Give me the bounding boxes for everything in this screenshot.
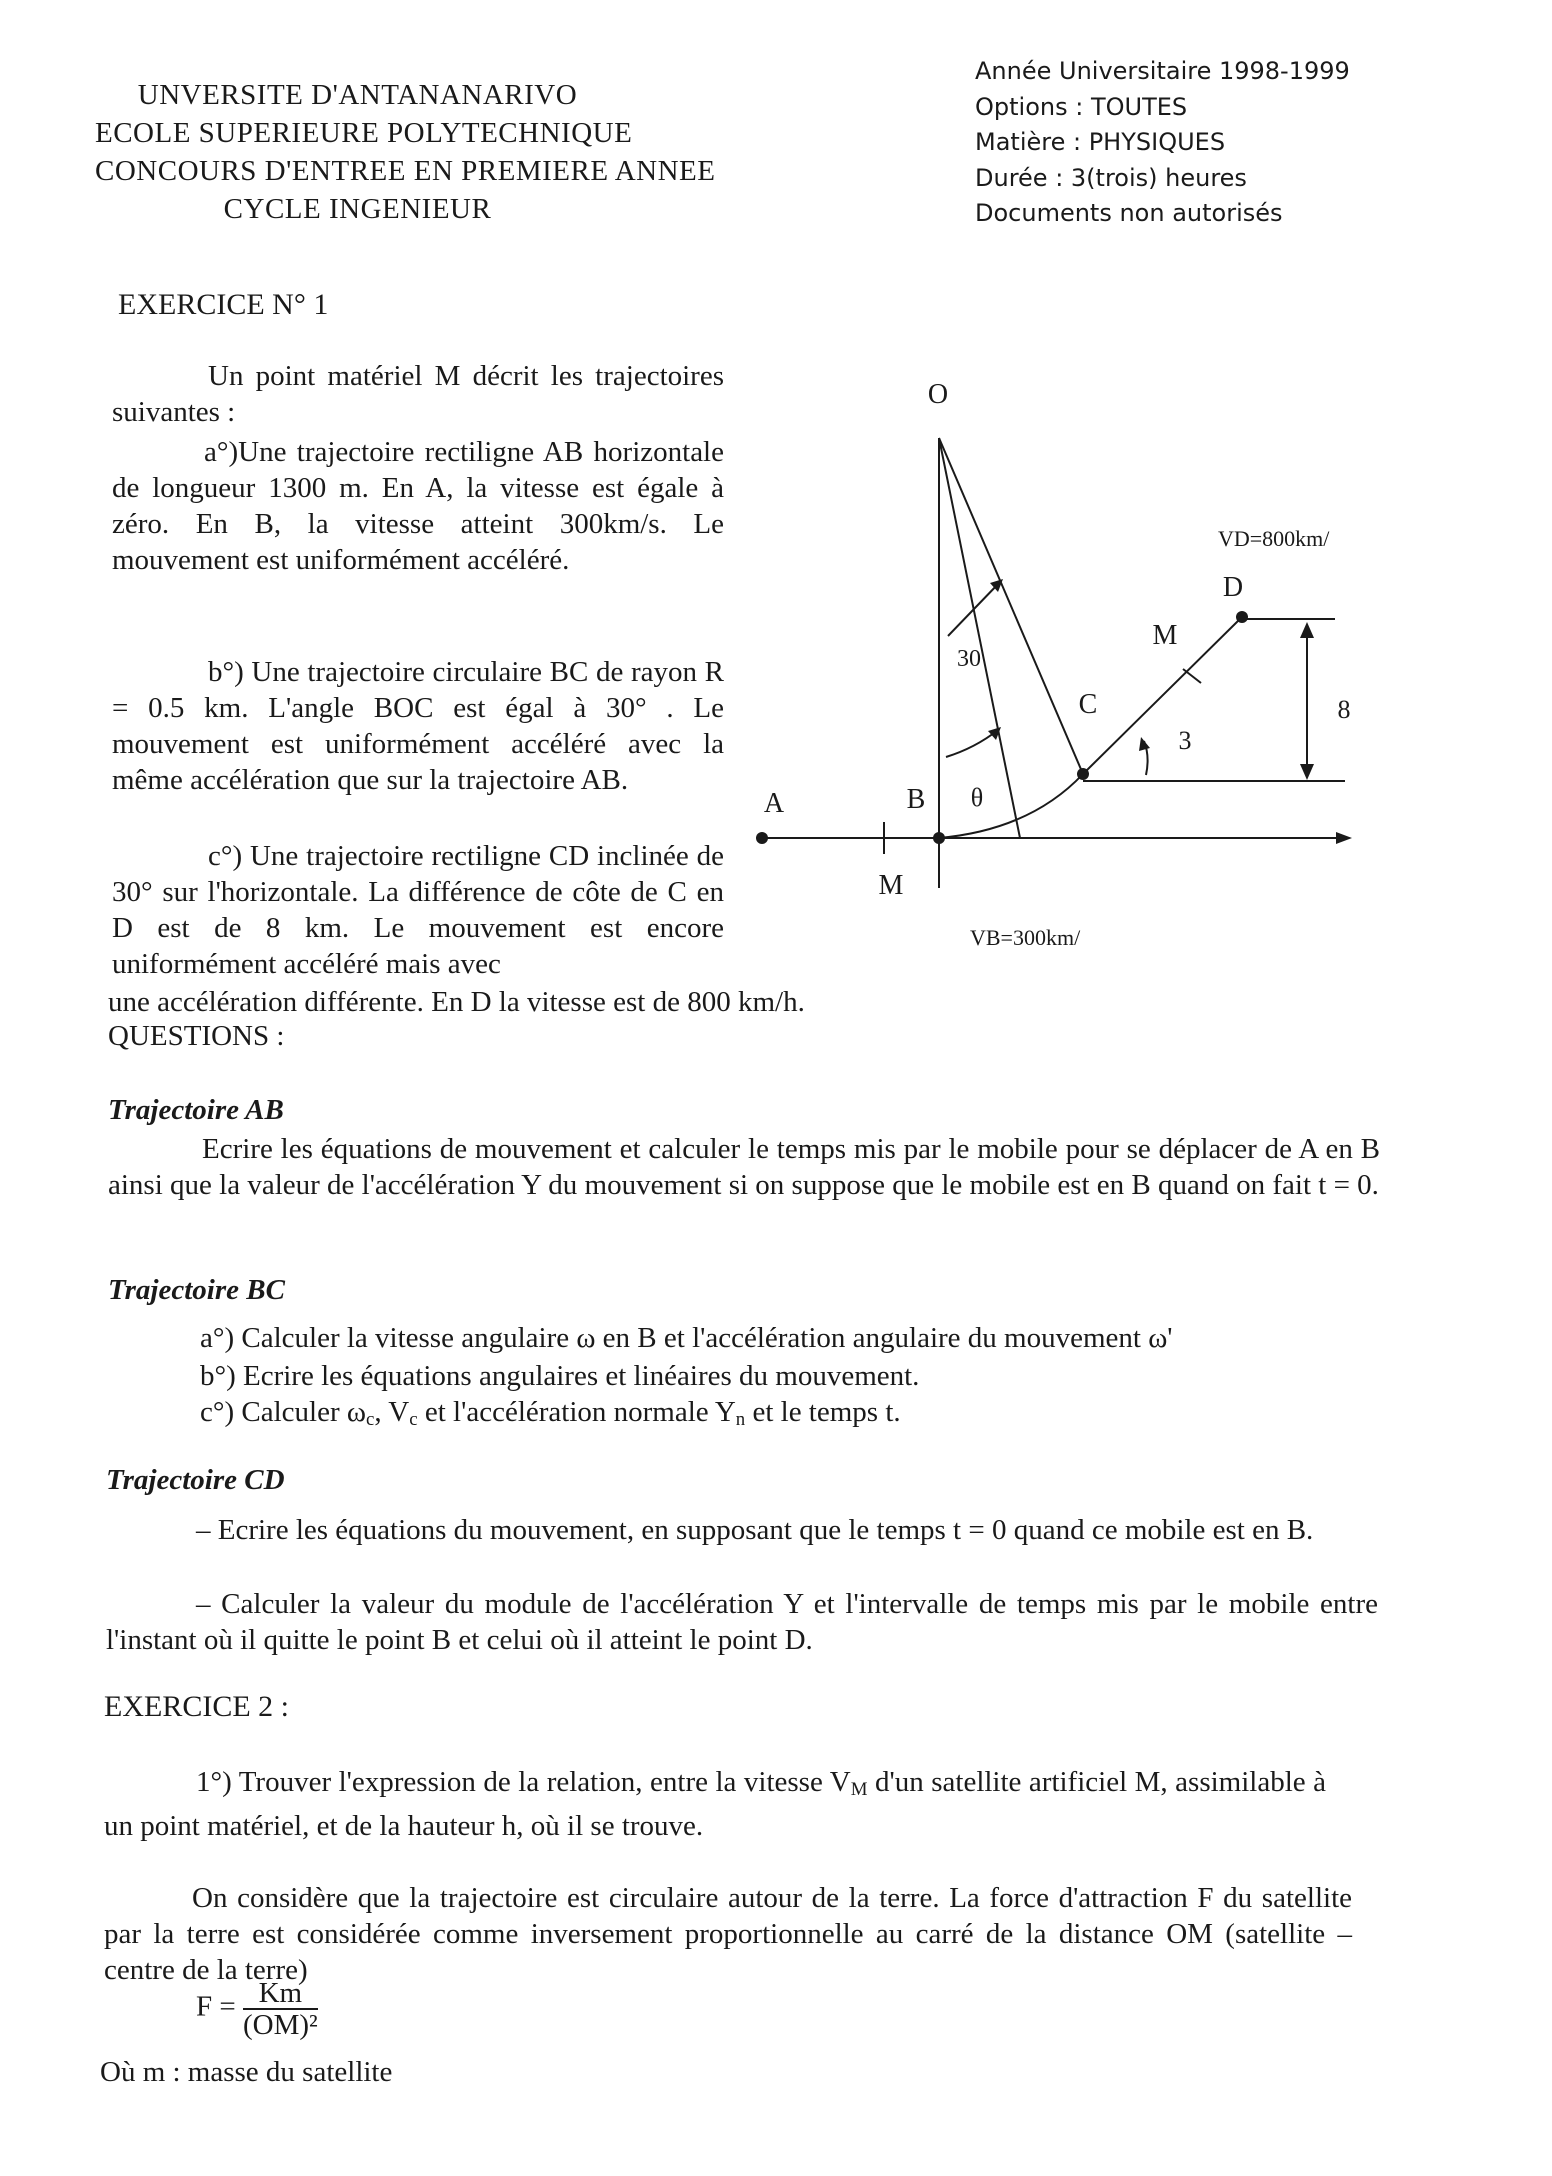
- traj-ab-text: Ecrire les équations de mouvement et calculer le temps mis par le mobile pour se déplacer de A en B ainsi que la valeur de l'accélération Y du mouvement si on suppose que le mobile est en B quand on fait t = 0.: [108, 1133, 1380, 1201]
- subject: Matière : PHYSIQUES: [975, 128, 1226, 156]
- trajectory-figure: [740, 370, 1360, 970]
- line-o-to-axis: [939, 438, 1020, 838]
- exercise-1-part-c: c°) Une trajectoire rectiligne CD inclinée de 30° sur l'horizontale. La différence de côte de C en D est de 8 km. Le mouvement est encore uniformément accéléré mais avec: [112, 840, 724, 980]
- traj-cd-item-1: – Ecrire les équations du mouvement, en supposant que le temps t = 0 quand ce mobile est en B.: [196, 1514, 1314, 1546]
- formula-lhs: F =: [196, 1990, 236, 2023]
- traj-cd-item-2: – Calculer la valeur du module de l'accélération Y et l'intervalle de temps mis par le mobile entre l'instant où il quitte le point B et celui où il atteint le point D.: [106, 1588, 1378, 1656]
- point-b: [933, 832, 945, 844]
- label-m-bottom: M: [878, 870, 904, 901]
- exercise-1-part-c-end: une accélération différente. En D la vitesse est de 800 km/h.: [108, 986, 805, 1018]
- academic-year: Année Universitaire 1998-1999: [975, 57, 1350, 85]
- label-a: A: [763, 788, 785, 819]
- label-d: D: [1222, 572, 1244, 603]
- exam-info: [975, 54, 1350, 232]
- questions-label: QUESTIONS :: [108, 1020, 285, 1052]
- force-formula: [196, 1978, 318, 2040]
- exercise-2-title: EXERCICE 2 :: [104, 1690, 289, 1723]
- exercise-2-question-1: 1°) Trouver l'expression de la relation, entre la vitesse $V_M$ d'un satellite artificiel M, assimilable à un point matériel, et de la hauteur h, où il se trouve.: [104, 1766, 1326, 1842]
- options: Options : TOUTES: [975, 92, 1188, 121]
- traj-bc-c: c°) Calculer $\omega_c$, $V_c$ et l'accélération normale $Y_n$ et le temps t.: [200, 1396, 901, 1430]
- label-vb: VB=300km/: [970, 925, 1081, 950]
- formula-numerator: Km: [243, 1978, 318, 2010]
- incline-angle-arrow-icon: [1139, 737, 1150, 751]
- angle-arc-30: [948, 582, 1000, 636]
- traj-bc-title: Trajectoire BC: [108, 1274, 285, 1306]
- axis-arrow-icon: [1336, 832, 1352, 844]
- incline-m-tick: [1183, 669, 1201, 683]
- traj-cd-title: Trajectoire CD: [106, 1464, 285, 1496]
- angle-arc-theta: [946, 730, 998, 757]
- exercise-2-context: On considère que la trajectoire est circulaire autour de la terre. La force d'attraction F du satellite par la terre est considérée comme inversement proportionnelle au carré de la distance OM (satellite – centre de la terre): [104, 1882, 1352, 1986]
- cycle-name: CYCLE INGENIEUR: [223, 193, 492, 225]
- label-8: 8: [1337, 695, 1351, 724]
- documents-rule: Documents non autorisés: [975, 199, 1283, 227]
- label-3: 3: [1178, 726, 1192, 755]
- point-a: [756, 832, 768, 844]
- institution-header: [95, 76, 716, 228]
- exercise-1-part-b: b°) Une trajectoire circulaire BC de rayon R = 0.5 km. L'angle BOC est égal à 30° . Le mouvement est uniformément accéléré avec la même accélération que sur la trajectoire AB.: [112, 656, 724, 796]
- height-arrow-down-icon: [1300, 764, 1314, 780]
- traj-bc-a: a°) Calculer la vitesse angulaire ω en B et l'accélération angulaire du mouvement ω': [200, 1322, 1173, 1354]
- formula-denominator: (OM)²: [242, 2009, 318, 2041]
- formula-fraction: [243, 1978, 318, 2040]
- point-c: [1077, 768, 1089, 780]
- university-name: UNVERSITE D'ANTANANARIVO: [137, 79, 578, 111]
- label-o: O: [927, 379, 949, 410]
- traj-ab-title: Trajectoire AB: [108, 1094, 284, 1126]
- duration: Durée : 3(trois) heures: [975, 163, 1247, 192]
- arc-bc: [939, 774, 1083, 838]
- label-b: B: [906, 784, 926, 815]
- label-vd: VD=800km/: [1218, 526, 1330, 551]
- exercise-1-part-a: a°)Une trajectoire rectiligne AB horizontale de longueur 1300 m. En A, la vitesse est égale à zéro. En B, la vitesse atteint 300km/s. Le mouvement est uniformément accéléré.: [112, 436, 724, 576]
- traj-bc-b: b°) Ecrire les équations angulaires et linéaires du mouvement.: [200, 1360, 920, 1392]
- exam-name: CONCOURS D'ENTREE EN PREMIERE ANNEE: [95, 155, 716, 187]
- exercise-1-title: EXERCICE N° 1: [118, 288, 329, 321]
- label-theta: θ: [970, 783, 984, 812]
- label-c: C: [1078, 689, 1098, 720]
- point-d: [1236, 611, 1248, 623]
- label-30: 30: [957, 646, 981, 672]
- exercise-1-intro: Un point matériel M décrit les trajectoires suivantes :: [112, 360, 724, 428]
- height-arrow-up-icon: [1300, 622, 1314, 638]
- label-m-incline: M: [1152, 620, 1178, 651]
- school-name: ECOLE SUPERIEURE POLYTECHNIQUE: [95, 117, 633, 149]
- line-o-to-c: [939, 438, 1083, 774]
- mass-definition: Où m : masse du satellite: [100, 2056, 393, 2088]
